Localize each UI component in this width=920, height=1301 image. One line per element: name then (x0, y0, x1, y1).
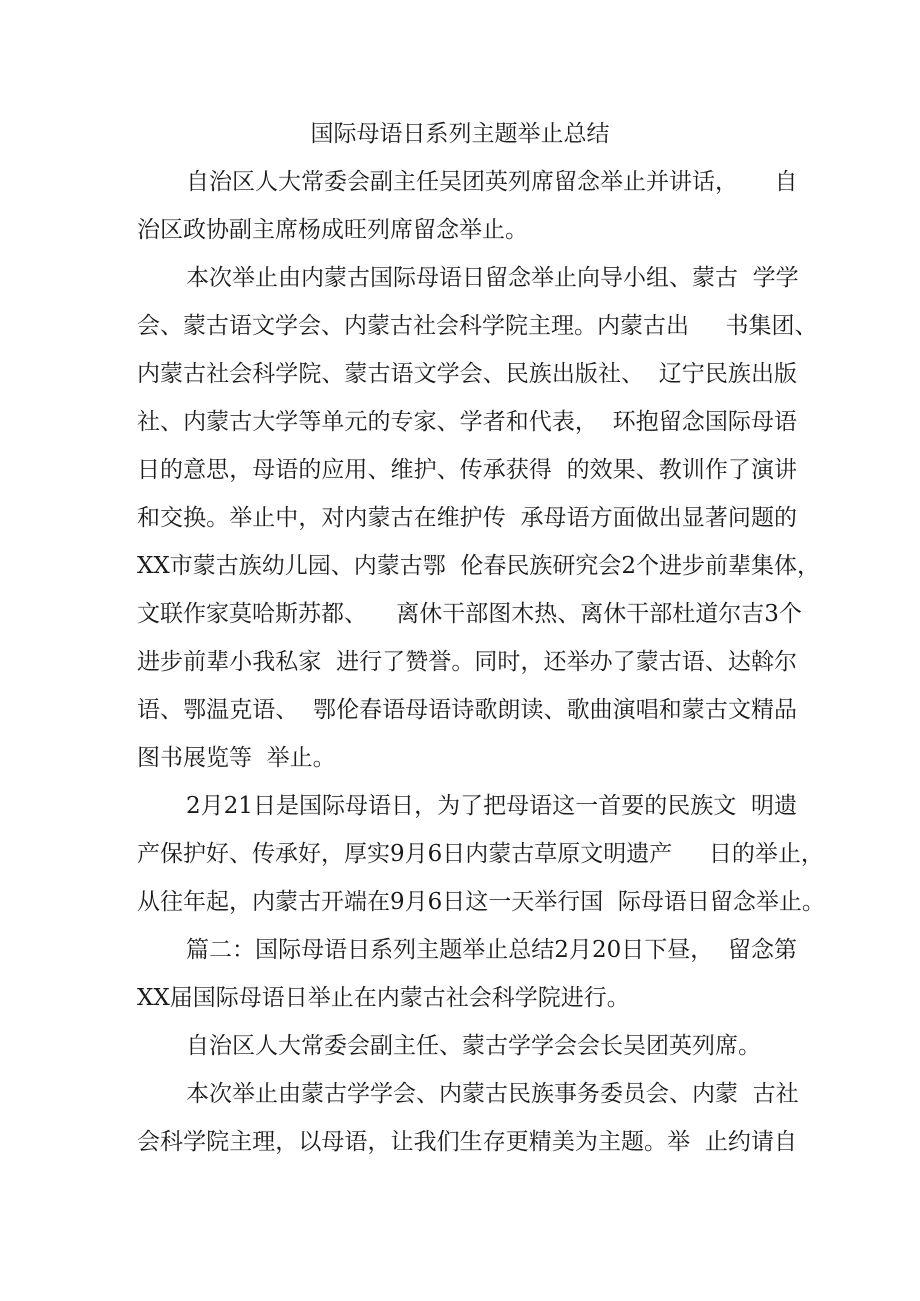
paragraph-line: 2月21日是国际母语日，为了把母语这一首要的民族文 明遗 (186, 793, 797, 819)
paragraph-line: 社、内蒙古大学等单元的专家、学者和代表， 环抱留念国际母语 (137, 409, 797, 435)
paragraph-line: XX届国际母语日举止在内蒙古社会科学院进行。 (137, 985, 630, 1011)
paragraph-line: 文联作家莫哈斯苏都、 离休干部图木热、离休干部杜道尔吉3个 (137, 601, 802, 627)
paragraph-line: 自治区人大常委会副主任、蒙古学学会会长吴团英列席。 (186, 1033, 761, 1059)
paragraph-line: 治区政协副主席杨成旺列席留念举止。 (137, 217, 528, 243)
paragraph-line: 本次举止由内蒙古国际母语日留念举止向导小组、蒙古 学学 (186, 265, 799, 291)
paragraph-line: 会科学院主理，以母语，让我们生存更精美为主题。举 止约请自 (137, 1129, 797, 1155)
paragraph-line: 会、蒙古语文学会、内蒙古社会科学院主理。内蒙古出 书集团、 (137, 313, 818, 339)
paragraph-line: 和交换。举止中，对内蒙古在维护传 承母语方面做出显著问题的 (137, 505, 797, 531)
paragraph-line: 进步前辈小我私家 进行了赞誉。同时，还举办了蒙古语、达斡尔 (137, 649, 797, 675)
paragraph-line: 日的意思，母语的应用、维护、传承获得 的效果、教训作了演讲 (137, 457, 797, 483)
paragraph-line: 自治区人大常委会副主任吴团英列席留念举止并讲话， 自 (186, 169, 798, 195)
paragraph-line: XX市蒙古族幼儿园、内蒙古鄂 伦春民族研究会2个进步前辈集体， (137, 553, 821, 579)
paragraph-line: 篇二：国际母语日系列主题举止总结2月20日下昼， 留念第 (186, 937, 797, 963)
paragraph-line: 从往年起，内蒙古开端在9月6日这一天举行国 际母语日留念举止。 (137, 889, 825, 915)
paragraph-line: 语、鄂温克语、 鄂伦春语母语诗歌朗读、歌曲演唱和蒙古文精品 (137, 697, 797, 723)
paragraph-line: 产保护好、传承好，厚实9月6日内蒙古草原文明遗产 日的举止， (137, 841, 824, 867)
paragraph-line: 内蒙古社会科学院、蒙古语文学会、民族出版社、 辽宁民族出版 (137, 361, 797, 387)
document-title: 国际母语日系列主题举止总结 (310, 121, 610, 147)
paragraph-line: 图书展览等 举止。 (137, 745, 336, 771)
paragraph-line: 本次举止由蒙古学学会、内蒙古民族事务委员会、内蒙 古社 (186, 1081, 799, 1107)
